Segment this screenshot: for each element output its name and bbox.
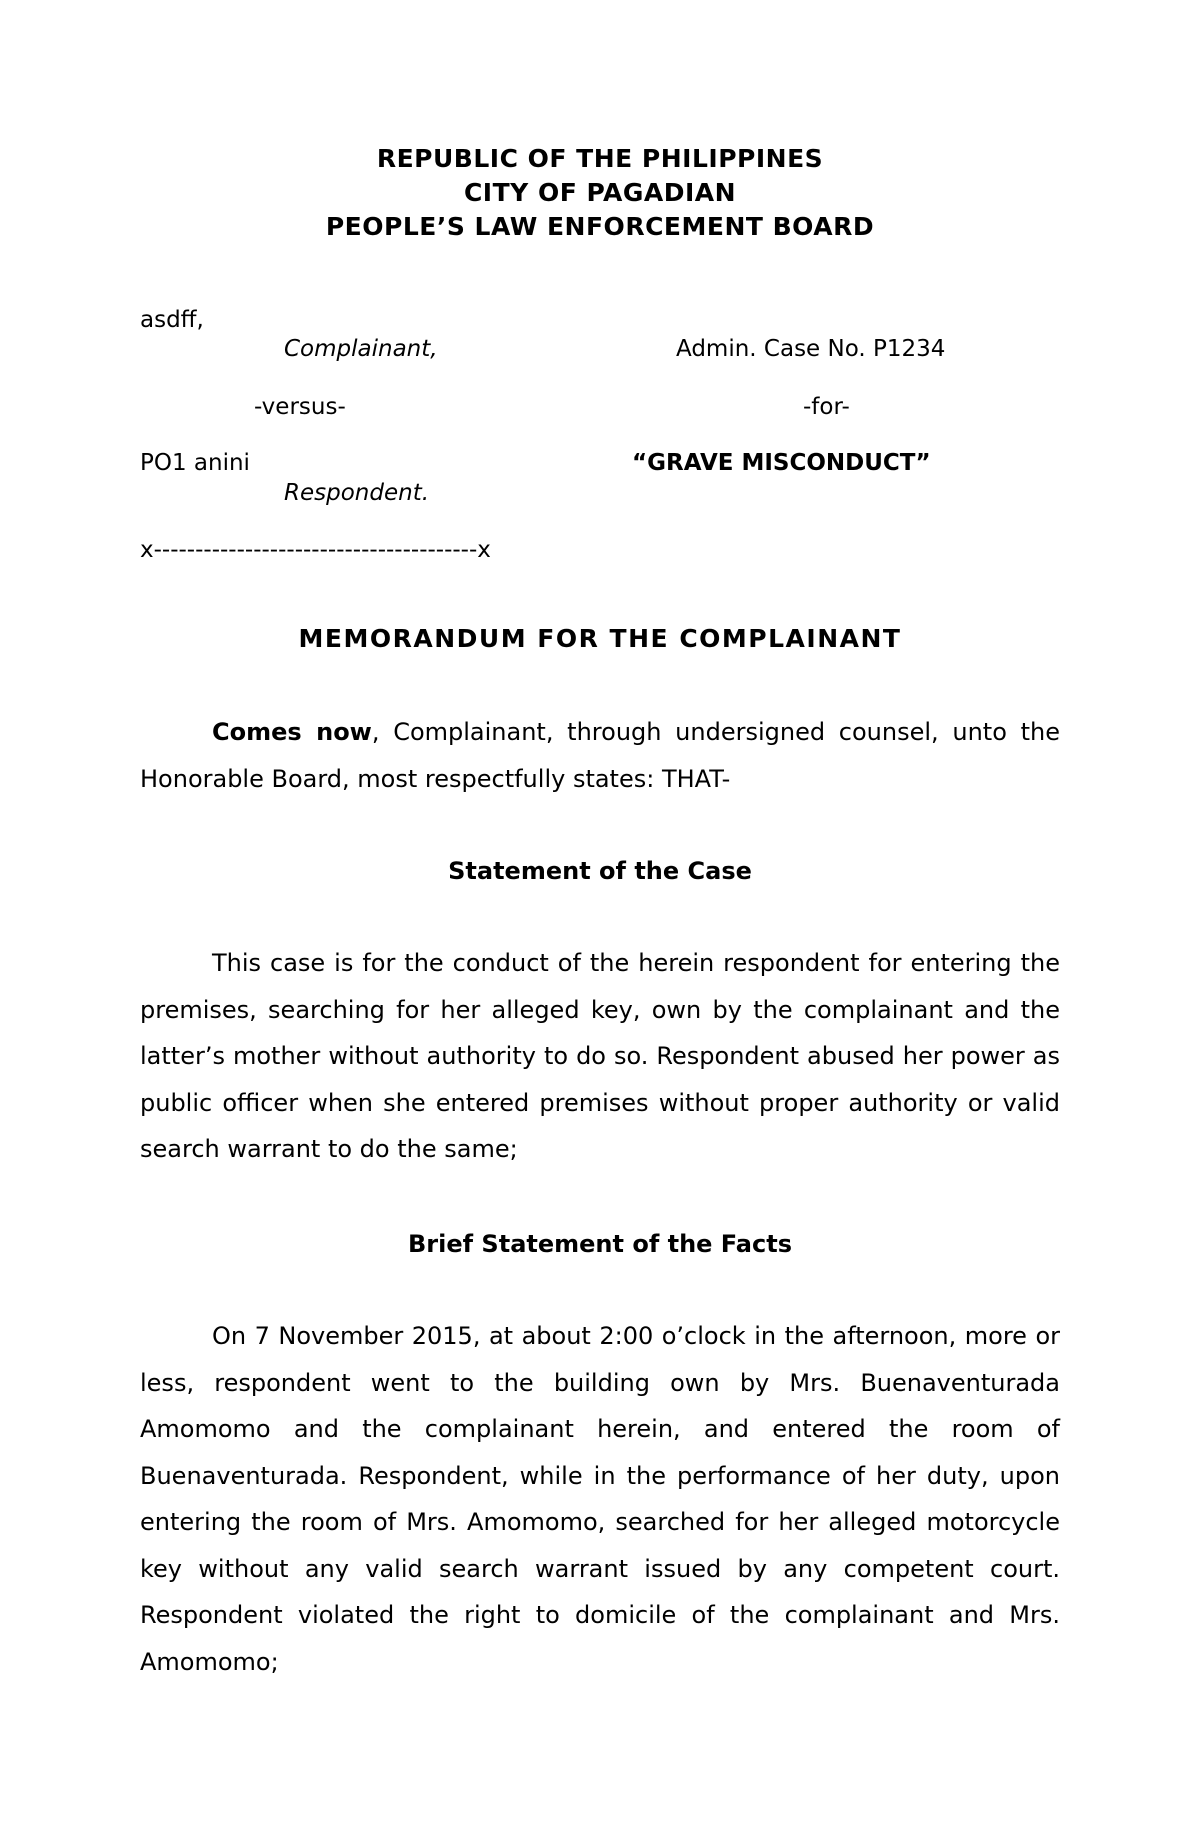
header-board: PEOPLE’S LAW ENFORCEMENT BOARD — [325, 212, 875, 241]
complainant-name: asdff, — [140, 307, 204, 333]
versus-label: -versus- — [254, 394, 346, 420]
intro-paragraph — [140, 709, 1060, 802]
header-republic: REPUBLIC OF THE PHILIPPINES — [376, 144, 824, 173]
section-heading-case: Statement of the Case — [448, 857, 752, 885]
section-heading-facts: Brief Statement of the Facts — [408, 1230, 792, 1258]
charge-label: “GRAVE MISCONDUCT” — [632, 450, 931, 476]
caption-separator: x---------------------------------------x — [140, 537, 491, 563]
for-label: -for- — [803, 394, 850, 420]
case-number: Admin. Case No. P1234 — [676, 336, 946, 362]
respondent-name: PO1 anini — [140, 450, 250, 476]
header-city: CITY OF PAGADIAN — [463, 178, 737, 207]
section-body-case: This case is for the conduct of the herein respondent for entering the premises, searching for her alleged key, own by the complainant and the latter’s mother without authority to do so. Respondent abused her power as public officer when she entered premises without proper authority or valid search warrant to do the same; — [140, 949, 1060, 1163]
complainant-role: Complainant, — [284, 336, 438, 362]
intro-text: , Complainant, through undersigned counsel, unto the Honorable Board, most respectfully states: THAT- — [140, 718, 1060, 793]
section-body-facts: On 7 November 2015, at about 2:00 o’clock in the afternoon, more or less, respondent went to the building own by Mrs. Buenaventurada Amomomo and the complainant herein, and entered the room of Buenaventurada. Respondent, while in the performance of her duty, upon entering the room of Mrs. Amomomo, searched for her alleged motorcycle key without any valid search warrant issued by any competent court. Respondent violated the right to domicile of the complainant and Mrs. Amomomo; — [140, 1322, 1060, 1676]
respondent-role: Respondent. — [284, 480, 430, 506]
document-title: MEMORANDUM FOR THE COMPLAINANT — [298, 624, 902, 653]
intro-lead: Comes now — [212, 718, 372, 746]
